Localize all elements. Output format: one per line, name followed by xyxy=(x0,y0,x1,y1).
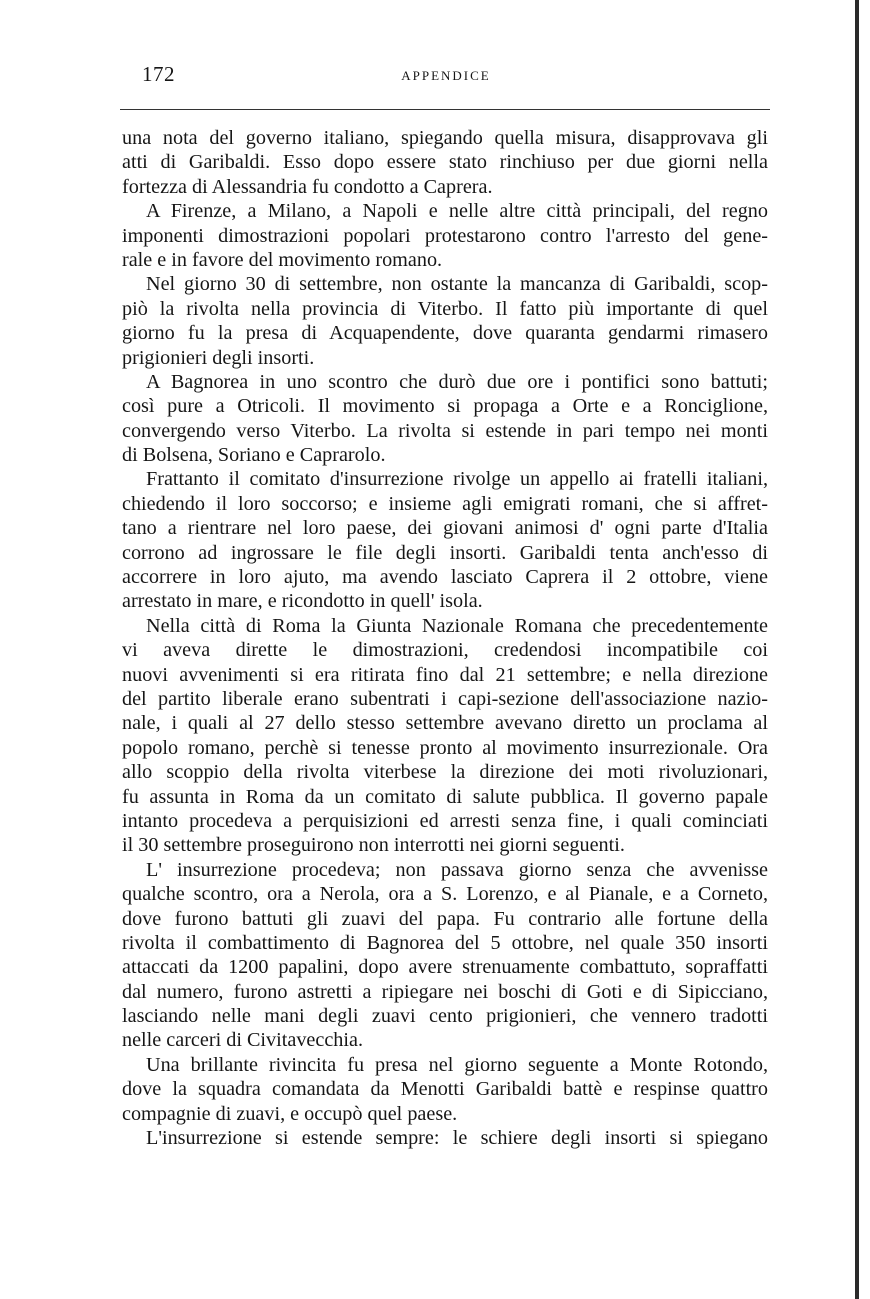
text-line: compagnie di zuavi, e occupò quel paese. xyxy=(122,1102,458,1125)
text-line: dove furono battuti gli zuavi del papa. Fu contrario alle fortune della xyxy=(122,907,768,930)
text-line: giorno fu la presa di Acquapendente, dove quaranta gendarmi rimasero xyxy=(122,322,768,345)
text-line: atti di Garibaldi. Esso dopo essere stato rinchiuso per due giorni nella xyxy=(122,151,768,174)
text-line: di Bolsena, Soriano e Caprarolo. xyxy=(122,444,386,467)
paragraph xyxy=(122,126,768,199)
running-head: APPENDICE xyxy=(401,68,491,83)
text-line: lasciando nelle mani degli zuavi cento prigionieri, che vennero tradotti xyxy=(122,1005,768,1028)
text-line: allo scoppio della rivolta viterbese la direzione dei moti rivoluzionari, xyxy=(122,761,768,784)
page-header xyxy=(120,62,772,92)
text-line: qualche scontro, ora a Nerola, ora a S. Lorenzo, e al Pianale, e a Corneto, xyxy=(122,883,768,906)
text-line: intanto procedeva a perquisizioni ed arresti senza fine, i quali cominciati xyxy=(122,809,768,832)
text-line: convergendo verso Viterbo. La rivolta si estende in pari tempo nei monti xyxy=(122,419,768,442)
text-line: Frattanto il comitato d'insurrezione rivolge un appello ai fratelli italiani, xyxy=(146,468,768,491)
body-text xyxy=(122,126,768,1150)
text-line: piò la rivolta nella provincia di Viterbo. Il fatto più importante di quel xyxy=(122,297,768,320)
text-line: tano a rientrare nel loro paese, dei giovani animosi d' ogni parte d'Italia xyxy=(122,517,768,540)
paragraph xyxy=(122,1126,768,1150)
paragraph xyxy=(122,1053,768,1126)
text-line: arrestato in mare, e ricondotto in quell' isola. xyxy=(122,590,483,613)
text-line: Nella città di Roma la Giunta Nazionale Romana che precedentemente xyxy=(146,614,768,637)
page-number: 172 xyxy=(142,62,175,86)
text-line: fu assunta in Roma da un comitato di salute pubblica. Il governo papale xyxy=(122,785,768,808)
text-line: dal numero, furono astretti a ripiegare nei boschi di Goti e di Sipicciano, xyxy=(122,980,768,1003)
text-line: rale e in favore del movimento romano. xyxy=(122,248,443,271)
text-line: nale, i quali al 27 dello stesso settembre avevano diretto un proclama al xyxy=(122,712,768,735)
text-line: chiedendo il loro soccorso; e insieme agli emigrati romani, che si affret- xyxy=(122,492,768,515)
text-line: Nel giorno 30 di settembre, non ostante la mancanza di Garibaldi, scop- xyxy=(146,273,768,296)
header-rule xyxy=(120,109,770,110)
paragraph xyxy=(122,467,768,613)
text-line: prigionieri degli insorti. xyxy=(122,346,315,369)
text-line: imponenti dimostrazioni popolari protestarono contro l'arresto del gene- xyxy=(122,224,768,247)
text-line: dove la squadra comandata da Menotti Garibaldi battè e respinse quattro xyxy=(122,1078,768,1101)
paragraph xyxy=(122,858,768,1053)
text-line: fortezza di Alessandria fu condotto a Caprera. xyxy=(122,175,493,198)
text-line: Una brillante rivincita fu presa nel giorno seguente a Monte Rotondo, xyxy=(146,1053,768,1076)
paragraph xyxy=(122,370,768,468)
text-line: L'insurrezione si estende sempre: le schiere degli insorti si spiegano xyxy=(146,1127,768,1150)
text-line: del partito liberale erano subentrati i capi-sezione dell'associazione nazio- xyxy=(122,687,768,710)
text-line: attaccati da 1200 papalini, dopo avere strenuamente combattuto, sopraffatti xyxy=(122,956,768,979)
text-line: A Firenze, a Milano, a Napoli e nelle altre città principali, del regno xyxy=(146,200,768,223)
text-line: corrono ad ingrossare le file degli insorti. Garibaldi tenta anch'esso di xyxy=(122,541,768,564)
text-line: rivolta il combattimento di Bagnorea del 5 ottobre, nel quale 350 insorti xyxy=(122,931,768,954)
text-line: nelle carceri di Civitavecchia. xyxy=(122,1029,363,1052)
text-line: il 30 settembre proseguirono non interrotti nei giorni seguenti. xyxy=(122,834,625,857)
text-line: nuovi avvenimenti si era ritirata fino dal 21 settembre; e nella direzione xyxy=(122,663,768,686)
text-line: A Bagnorea in uno scontro che durò due ore i pontifici sono battuti; xyxy=(146,370,768,393)
text-line: accorrere in loro ajuto, ma avendo lasciato Caprera il 2 ottobre, viene xyxy=(122,566,768,589)
text-line: popolo romano, perchè si tenesse pronto al movimento insurrezionale. Ora xyxy=(122,736,768,759)
paragraph xyxy=(122,199,768,272)
paragraph xyxy=(122,614,768,858)
text-line: una nota del governo italiano, spiegando quella misura, disapprovava gli xyxy=(122,127,768,149)
text-line: vi aveva dirette le dimostrazioni, credendosi incompatibile coi xyxy=(122,639,768,662)
text-line: così pure a Otricoli. Il movimento si propaga a Orte e a Ronciglione, xyxy=(122,395,768,418)
paragraph xyxy=(122,272,768,370)
text-line: L' insurrezione procedeva; non passava giorno senza che avvenisse xyxy=(146,858,768,881)
page-edge-shadow xyxy=(855,0,859,1299)
